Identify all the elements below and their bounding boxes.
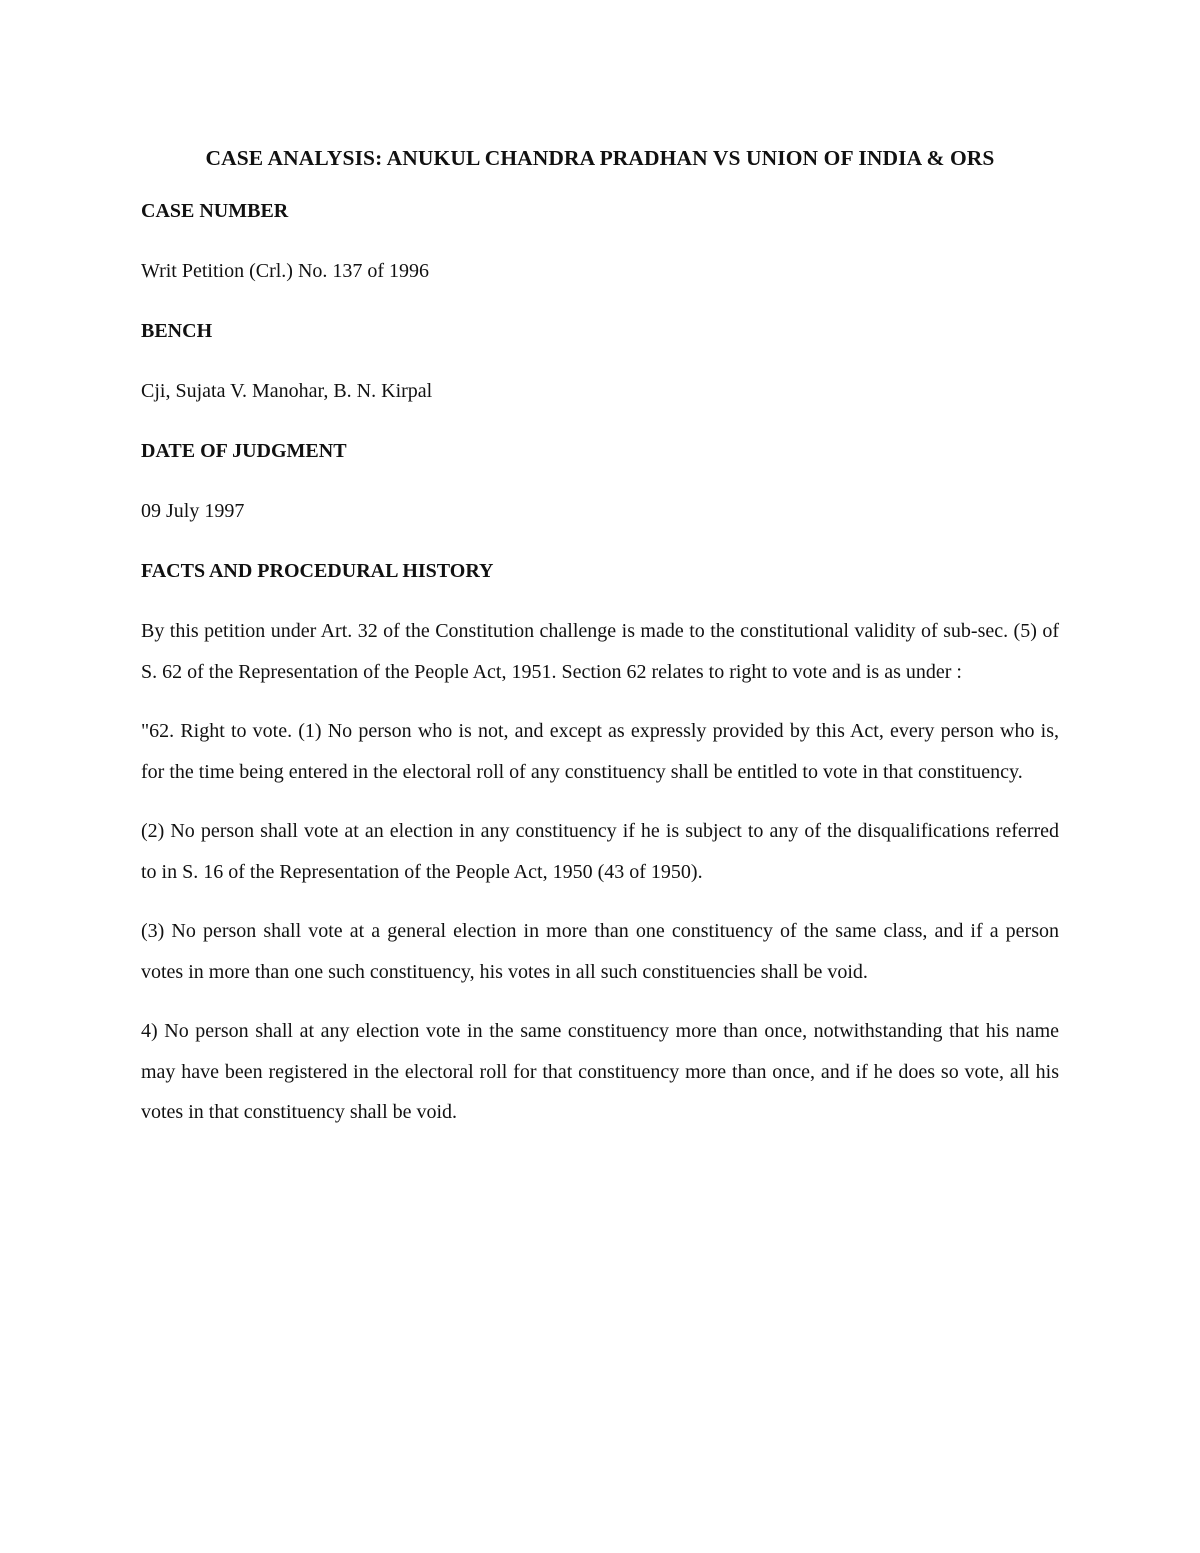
facts-paragraph: "62. Right to vote. (1) No person who is not, and except as expressly provided by this Act, every person who is, for the time being entered in the electoral roll of any constituency shall be entitled to vote in that constituency.: [141, 720, 1059, 783]
date-of-judgment-value: 09 July 1997: [141, 500, 245, 522]
facts-paragraph: 4) No person shall at any election vote in the same constituency more than once, notwithstanding that his name may have been registered in the electoral roll for that constituency more than once, and if he does so vote, all his votes in that constituency shall be void.: [141, 1020, 1059, 1123]
bench-heading: BENCH: [141, 320, 213, 342]
case-number-heading: CASE NUMBER: [141, 200, 289, 222]
date-of-judgment-heading: DATE OF JUDGMENT: [141, 440, 347, 462]
facts-paragraph: (3) No person shall vote at a general election in more than one constituency of the same class, and if a person votes in more than one such constituency, his votes in all such constituencies shall be void.: [141, 920, 1059, 983]
document-body: [141, 138, 1059, 1152]
facts-paragraph: (2) No person shall vote at an election in any constituency if he is subject to any of the disqualifications referred to in S. 16 of the Representation of the People Act, 1950 (43 of 1950).: [141, 820, 1059, 883]
document-title: CASE ANALYSIS: ANUKUL CHANDRA PRADHAN VS UNION OF INDIA & ORS: [205, 146, 995, 170]
bench-value: Cji, Sujata V. Manohar, B. N. Kirpal: [141, 380, 433, 402]
facts-paragraph: By this petition under Art. 32 of the Constitution challenge is made to the constitutional validity of sub-sec. (5) of S. 62 of the Representation of the People Act, 1951. Section 62 relates to right to vote and is as under :: [141, 620, 1059, 683]
facts-heading: FACTS AND PROCEDURAL HISTORY: [141, 560, 494, 582]
case-number-value: Writ Petition (Crl.) No. 137 of 1996: [141, 260, 430, 282]
